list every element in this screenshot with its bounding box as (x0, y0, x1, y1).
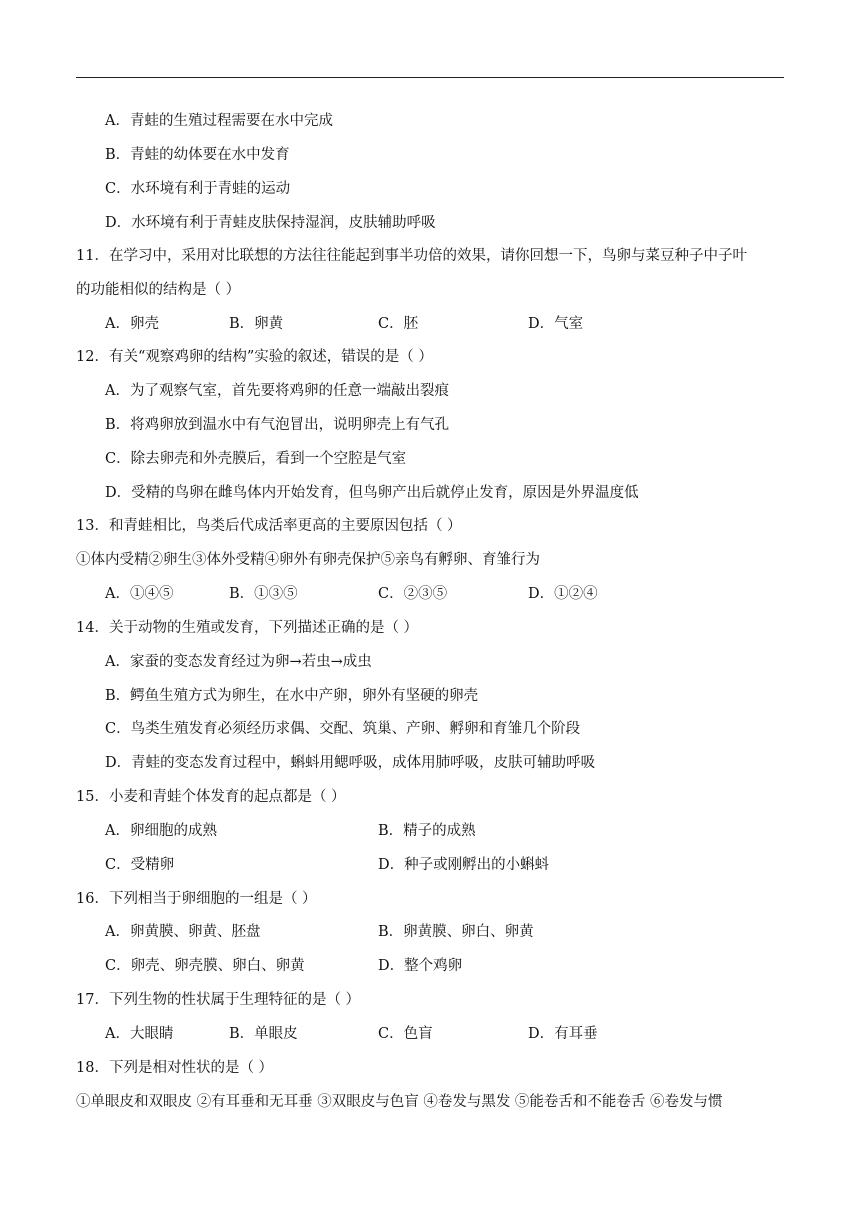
q13-option-c: C．②③⑤ (378, 586, 448, 602)
q18-stem: 18．下列是相对性状的是（ ） (76, 1060, 274, 1076)
q11-option-c: C．胚 (378, 316, 419, 332)
q15-option-c: C．受精卵 (105, 857, 175, 873)
q13-option-b: B．①③⑤ (229, 586, 298, 602)
q12-option-a: A．为了观察气室，首先要将鸡卵的任意一端敲出裂痕 (105, 383, 449, 399)
q17-option-c: C．色盲 (378, 1026, 433, 1042)
q11-stem-line1: 11．在学习中，采用对比联想的方法往往能起到事半功倍的效果，请你回想一下，鸟卵与菜豆种子中子叶 (76, 248, 747, 264)
q14-option-d: D．青蛙的变态发育过程中，蝌蚪用鳃呼吸，成体用肺呼吸，皮肤可辅助呼吸 (105, 755, 596, 771)
q16-option-c: C．卵壳、卵壳膜、卵白、卵黄 (105, 958, 305, 974)
q12-option-b: B．将鸡卵放到温水中有气泡冒出，说明卵壳上有气孔 (105, 417, 450, 433)
q14-option-a: A．家蚕的变态发育经过为卵→若虫→成虫 (105, 654, 372, 670)
q15-option-a: A．卵细胞的成熟 (105, 823, 217, 839)
q15-option-d: D．种子或刚孵出的小蝌蚪 (378, 857, 550, 873)
q10-option-a: A．青蛙的生殖过程需要在水中完成 (105, 113, 333, 129)
q12-option-c: C．除去卵壳和外壳膜后，看到一个空腔是气室 (105, 451, 407, 467)
header-rule (76, 77, 784, 78)
q13-items: ①体内受精②卵生③体外受精④卵外有卵壳保护⑤亲鸟有孵卵、育雏行为 (76, 552, 540, 568)
q13-stem: 13．和青蛙相比，鸟类后代成活率更高的主要原因包括（ ） (76, 518, 462, 534)
q14-stem: 14．关于动物的生殖或发育，下列描述正确的是（ ） (76, 620, 419, 636)
q10-option-d: D．水环境有利于青蛙皮肤保持湿润，皮肤辅助呼吸 (105, 215, 436, 231)
q17-option-a: A．大眼睛 (105, 1026, 174, 1042)
q17-stem: 17．下列生物的性状属于生理特征的是（ ） (76, 992, 361, 1008)
q16-option-d: D．整个鸡卵 (378, 958, 463, 974)
q11-option-d: D．气室 (528, 316, 584, 332)
q11-stem-line2: 的功能相似的结构是（ ） (76, 282, 241, 298)
q13-option-d: D．①②④ (528, 586, 598, 602)
q16-option-a: A．卵黄膜、卵黄、胚盘 (105, 924, 261, 940)
q12-option-d: D．受精的鸟卵在雌鸟体内开始发育，但鸟卵产出后就停止发育，原因是外界温度低 (105, 485, 639, 501)
q14-option-c: C．鸟类生殖发育必须经历求偶、交配、筑巢、产卵、孵卵和育雏几个阶段 (105, 721, 581, 737)
q14-option-b: B．鳄鱼生殖方式为卵生，在水中产卵，卵外有坚硬的卵壳 (105, 688, 479, 704)
q15-option-b: B．精子的成熟 (378, 823, 476, 839)
q11-option-a: A．卵壳 (105, 316, 159, 332)
q16-stem: 16．下列相当于卵细胞的一组是（ ） (76, 891, 317, 907)
q18-items: ①单眼皮和双眼皮 ②有耳垂和无耳垂 ③双眼皮与色盲 ④卷发与黑发 ⑤能卷舌和不能卷舌 ⑥卷发与惯 (76, 1094, 723, 1110)
q12-stem: 12．有关“观察鸡卵的结构”实验的叙述，错误的是（ ） (76, 349, 433, 365)
q13-option-a: A．①④⑤ (105, 586, 174, 602)
q10-option-c: C．水环境有利于青蛙的运动 (105, 181, 291, 197)
q17-option-d: D．有耳垂 (528, 1026, 598, 1042)
q17-option-b: B．单眼皮 (229, 1026, 298, 1042)
q10-option-b: B．青蛙的幼体要在水中发育 (105, 147, 290, 163)
q16-option-b: B．卵黄膜、卵白、卵黄 (378, 924, 534, 940)
q11-option-b: B．卵黄 (229, 316, 284, 332)
q15-stem: 15．小麦和青蛙个体发育的起点都是（ ） (76, 789, 346, 805)
